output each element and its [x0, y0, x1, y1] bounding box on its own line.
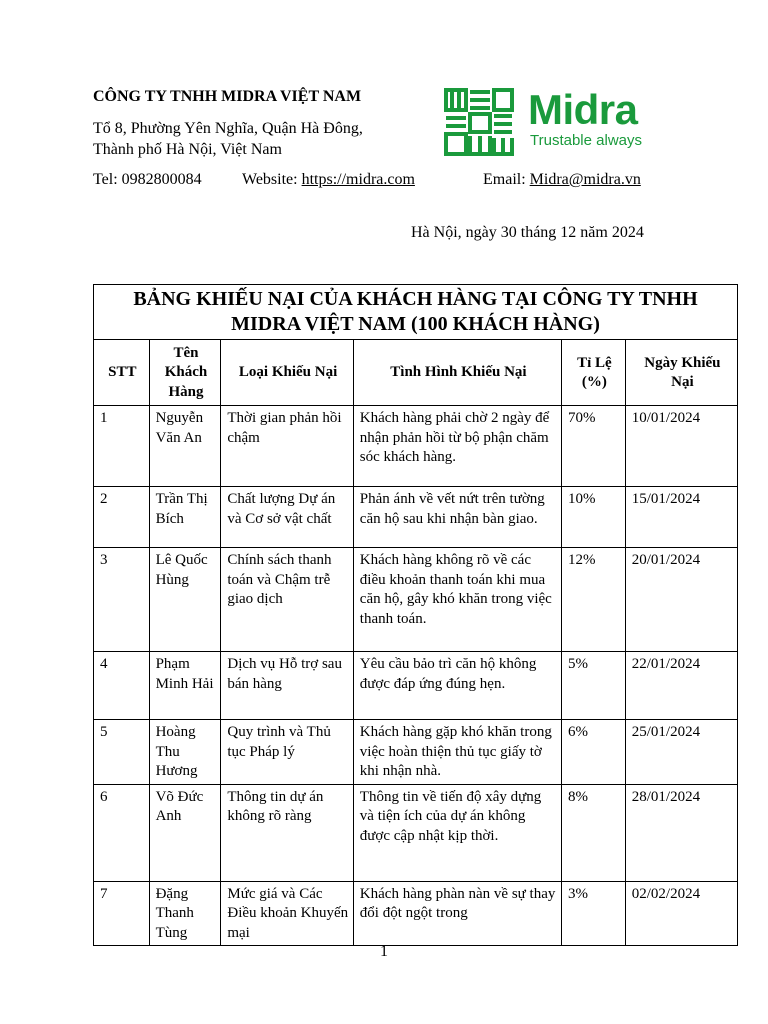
- cell-type: Thời gian phản hồi chậm: [221, 406, 353, 487]
- cell-desc: Yêu cầu bảo trì căn hộ không được đáp ứng đúng hẹn.: [353, 652, 561, 720]
- cell-name: Lê Quốc Hùng: [149, 548, 221, 652]
- cell-desc: Khách hàng không rõ về các điều khoản thanh toán khi mua căn hộ, gây khó khăn trong việc thanh toán.: [353, 548, 561, 652]
- cell-stt: 3: [94, 548, 150, 652]
- cell-stt: 4: [94, 652, 150, 720]
- page-number: 1: [380, 943, 388, 960]
- cell-type: Thông tin dự án không rõ ràng: [221, 784, 353, 881]
- col-header-rate: Tỉ Lệ (%): [562, 340, 626, 406]
- cell-rate: 6%: [562, 720, 626, 785]
- complaints-table: [93, 284, 738, 946]
- address-line-1: Tổ 8, Phường Yên Nghĩa, Quận Hà Đông,: [93, 120, 363, 137]
- cell-type: Dịch vụ Hỗ trợ sau bán hàng: [221, 652, 353, 720]
- cell-stt: 2: [94, 487, 150, 548]
- cell-desc: Khách hàng gặp khó khăn trong việc hoàn thiện thủ tục giấy tờ khi nhận nhà.: [353, 720, 561, 785]
- cell-date: 25/01/2024: [625, 720, 737, 785]
- col-header-desc: Tình Hình Khiếu Nại: [353, 340, 561, 406]
- table-row: [94, 881, 738, 946]
- website: [242, 171, 415, 189]
- cell-desc: Thông tin về tiến độ xây dựng và tiện ích của dự án không được cập nhật kịp thời.: [353, 784, 561, 881]
- cell-date: 28/01/2024: [625, 784, 737, 881]
- cell-type: Chất lượng Dự án và Cơ sở vật chất: [221, 487, 353, 548]
- cell-date: 15/01/2024: [625, 487, 737, 548]
- cell-name: Đặng Thanh Tùng: [149, 881, 221, 946]
- cell-name: Hoàng Thu Hương: [149, 720, 221, 785]
- col-header-type: Loại Khiếu Nại: [221, 340, 353, 406]
- midra-logo: [444, 88, 668, 158]
- logo-brand: Midra: [528, 86, 638, 133]
- table-row: [94, 784, 738, 881]
- email: [483, 171, 641, 189]
- cell-stt: 7: [94, 881, 150, 946]
- table-row: [94, 548, 738, 652]
- col-header-stt: STT: [94, 340, 150, 406]
- header-row: [94, 340, 738, 406]
- cell-stt: 6: [94, 784, 150, 881]
- website-link[interactable]: https://midra.com: [301, 171, 415, 188]
- cell-rate: 12%: [562, 548, 626, 652]
- cell-type: Quy trình và Thủ tục Pháp lý: [221, 720, 353, 785]
- table-row: [94, 652, 738, 720]
- cell-date: 10/01/2024: [625, 406, 737, 487]
- cell-type: Mức giá và Các Điều khoản Khuyến mại: [221, 881, 353, 946]
- cell-desc: Khách hàng phàn nàn về sự thay đổi đột ngột trong: [353, 881, 561, 946]
- cell-type: Chính sách thanh toán và Chậm trễ giao dịch: [221, 548, 353, 652]
- col-header-name: Tên Khách Hàng: [149, 340, 221, 406]
- cell-stt: 1: [94, 406, 150, 487]
- cell-rate: 3%: [562, 881, 626, 946]
- table-row: [94, 406, 738, 487]
- table-title: BẢNG KHIẾU NẠI CỦA KHÁCH HÀNG TẠI CÔNG TY TNHH MIDRA VIỆT NAM (100 KHÁCH HÀNG): [94, 285, 738, 340]
- cell-name: Võ Đức Anh: [149, 784, 221, 881]
- cell-date: 02/02/2024: [625, 881, 737, 946]
- cell-desc: Khách hàng phải chờ 2 ngày để nhận phản hồi từ bộ phận chăm sóc khách hàng.: [353, 406, 561, 487]
- logo-tagline: Trustable always: [530, 132, 642, 149]
- cell-name: Phạm Minh Hải: [149, 652, 221, 720]
- cell-stt: 5: [94, 720, 150, 785]
- col-header-date: Ngày Khiếu Nại: [625, 340, 737, 406]
- cell-rate: 8%: [562, 784, 626, 881]
- cell-name: Trần Thị Bích: [149, 487, 221, 548]
- cell-rate: 5%: [562, 652, 626, 720]
- table-row: [94, 720, 738, 785]
- midra-logo-mark-icon: [444, 88, 514, 156]
- cell-date: 20/01/2024: [625, 548, 737, 652]
- cell-rate: 10%: [562, 487, 626, 548]
- cell-date: 22/01/2024: [625, 652, 737, 720]
- table-row: [94, 487, 738, 548]
- tel: Tel: 0982800084: [93, 171, 202, 188]
- address-line-2: Thành phố Hà Nội, Việt Nam: [93, 141, 282, 158]
- email-link[interactable]: Midra@midra.vn: [529, 171, 641, 188]
- date-line: Hà Nội, ngày 30 tháng 12 năm 2024: [411, 224, 644, 241]
- cell-rate: 70%: [562, 406, 626, 487]
- company-name: CÔNG TY TNHH MIDRA VIỆT NAM: [93, 88, 362, 105]
- email-label: Email:: [483, 171, 530, 188]
- cell-desc: Phản ánh về vết nứt trên tường căn hộ sau khi nhận bàn giao.: [353, 487, 561, 548]
- website-label: Website:: [242, 171, 302, 188]
- cell-name: Nguyễn Văn An: [149, 406, 221, 487]
